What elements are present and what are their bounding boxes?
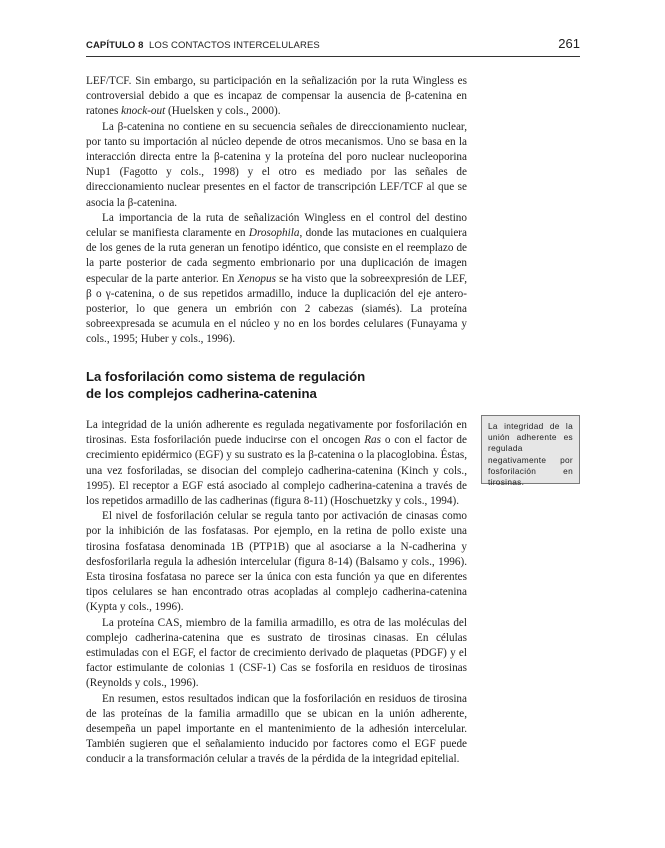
paragraph: La β-catenina no contiene en su secuencia señales de direccionamiento nuclear, por tanto su importación al núcleo depende de otros mecanismos. Uno se basa en la interacción directa entre la β-catenina y la proteína del poro nuclear nucleoporina Nup1 (Fagotto y cols., 1998) y el otro es mediado por las señales de direccionamiento nuclear presentes en el factor de transcripción LEF/TCF al que se asocia la β-catenina. [86,120,467,209]
paragraph: La importancia de la ruta de señalización Wingless en el control del destino celular se manifiesta claramente en Drosophila, donde las mutaciones en cualquiera de los genes de la ruta generan un fenotipo idéntico, que consiste en el reemplazo de la parte posterior de cada segmento embrionario por una duplicación de imagen especular de la parte anterior. En Xenopus se ha visto que la sobreexpresión de LEF, β o γ-catenina, o de sus repetidos armadillo, induce la duplicación del eje antero-posterior, lo que genera un embrión con 2 cabezas (siamés). La proteína sobreexpresada se acumula en el núcleo y no en los bordes celulares (Funayama y cols., 1995; Huber y cols., 1996). [86,211,467,346]
section-heading-line: de los complejos cadherina-catenina [86,385,317,401]
paragraph: El nivel de fosforilación celular se regula tanto por activación de cinasas como por la inhibición de las fosfatasas. Por ejemplo, en la retina de pollo existe una tirosina fosfatasa denominada 1B (PTP1B) que al asociarse a la N-cadherina y desfosforilarla regula la adhesión intercelular (figura 8-14) (Balsamo y cols., 1996). Esta tirosina fosfatasa no parece ser la única con esta función ya que en diferentes tipos celulares se han encontrado otras acopladas al complejo cadherina-catenina (Kypta y cols., 1996). [86,510,467,614]
paragraph: En resumen, estos resultados indican que la fosforilación en residuos de tirosina de las proteínas de la familia armadillo que se ubican en la unión adherente, desempeña un papel importante en el mantenimiento de la adhesión intercelular. También sugieren que el señalamiento inducido por factores como el EGF puede conducir a la transformación celular a través de la pérdida de la integridad epitelial. [86,692,467,766]
paragraph: LEF/TCF. Sin embargo, su participación en la señalización por la ruta Wingless es controversial debido a que es incapaz de compensar la ausencia de β-catenina en ratones knock-out (Huelsken y cols., 2000). [86,75,467,118]
intro-text [86,74,467,348]
section-heading-line: La fosforilación como sistema de regulación [86,369,366,384]
chapter-label: CAPÍTULO 8 [86,40,144,51]
section-heading [86,369,467,402]
page-number: 261 [558,36,580,51]
running-header [86,36,580,57]
chapter-title: LOS CONTACTOS INTERCELULARES [148,40,320,51]
chapter-heading [86,40,320,51]
paragraph: La proteína CAS, miembro de la familia armadillo, es otra de las moléculas del complejo cadherina-catenina que es sustrato de tirosinas cinasas. En células estimuladas con el EGF, el factor de crecimiento derivado de plaquetas (PDGF) y el factor estimulante de colonias 1 (CSF-1) Cas se fosforila en residuos de tirosinas (Reynolds y cols., 1996). [86,616,467,690]
margin-note: La integridad de la unión adherente es regulada negativamente por fosforilación en tirosinas. [481,415,580,484]
paragraph: La integridad de la unión adherente es regulada negativamente por fosforilación en tirosinas. Esta fosforilación puede inducirse con el oncogen Ras o con el factor de crecimiento epidérmico (EGF) y su sustrato es la β-catenina o la placoglobina. Éstas, una vez fosforiladas, se disocian del complejo cadherina-catenina (Kinch y cols., 1995). El receptor a EGF está asociado al complejo cadherina-catenina a través de los repetidos armadillo de las cadherinas (figura 8-11) (Hoschuetzky y cols., 1994). [86,419,467,508]
section-text [86,418,467,768]
